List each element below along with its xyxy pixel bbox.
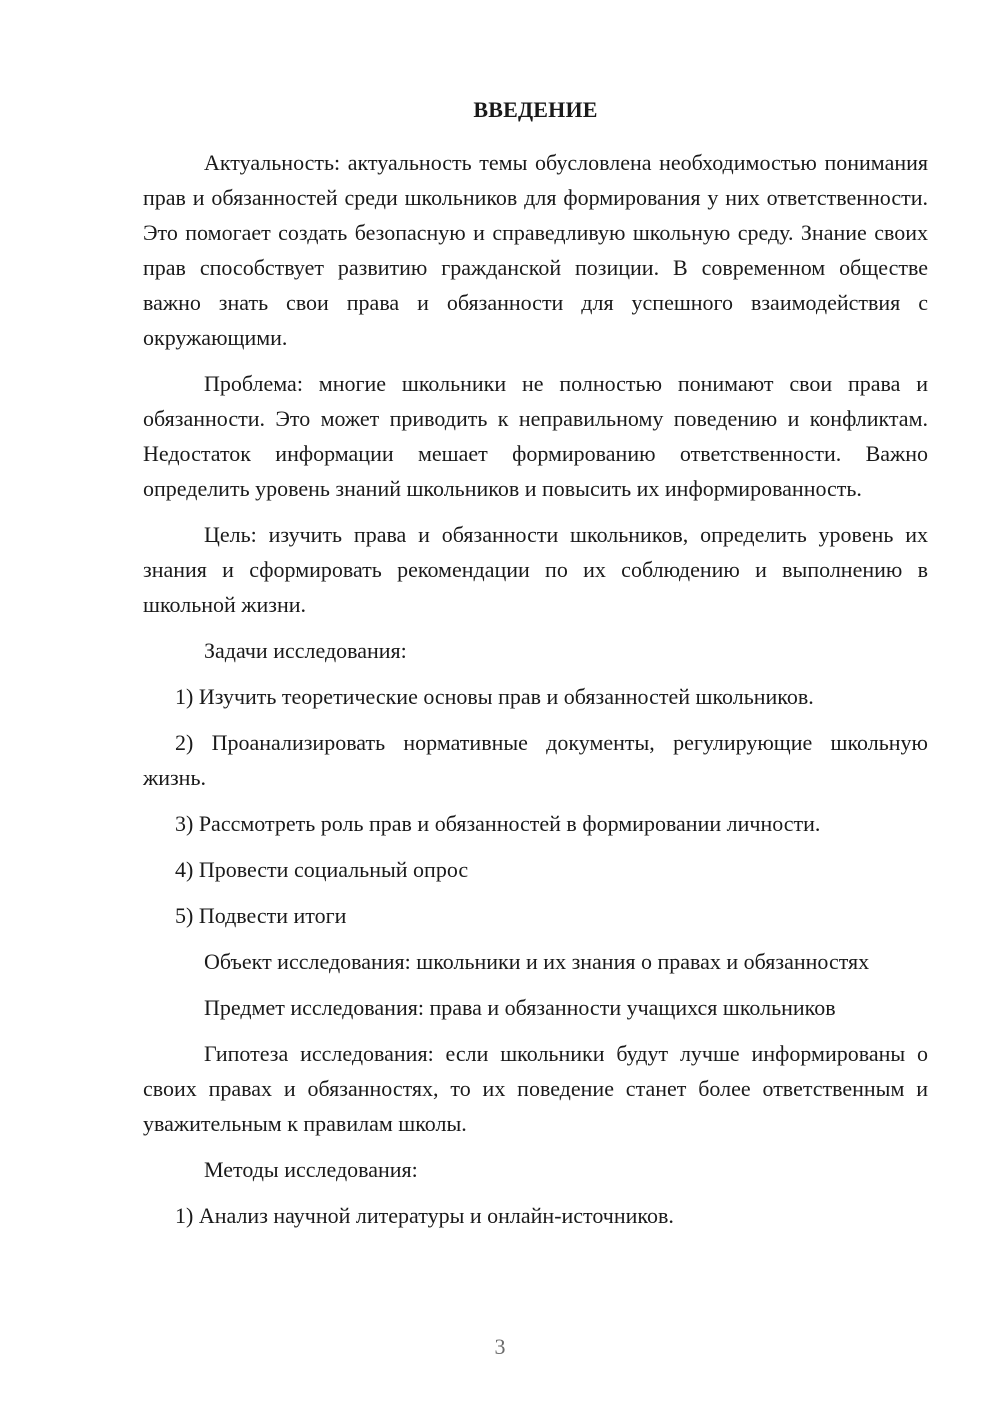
document-page bbox=[143, 92, 928, 1244]
problem-paragraph: Проблема: многие школьники не полностью понимают свои права и обязанности. Это может приводить к неправильному поведению и конфликтам. Недостаток информации мешает формированию ответственности. Важно определить уровень знаний школьников и повысить их информированность. bbox=[143, 371, 928, 501]
methods-heading: Методы исследования: bbox=[204, 1157, 418, 1182]
task-item-2: 2) Проанализировать нормативные документы, регулирующие школьную жизнь. bbox=[143, 730, 928, 790]
page-number: 3 bbox=[494, 1334, 506, 1359]
task-item-4: 4) Провести социальный опрос bbox=[175, 857, 469, 882]
subject-paragraph: Предмет исследования: права и обязанности учащихся школьников bbox=[204, 995, 836, 1020]
tasks-heading: Задачи исследования: bbox=[204, 638, 407, 663]
hypothesis-paragraph: Гипотеза исследования: если школьники будут лучше информированы о своих правах и обязанностях, то их поведение станет более ответственным и уважительным к правилам школы. bbox=[143, 1041, 928, 1136]
goal-paragraph: Цель: изучить права и обязанности школьников, определить уровень их знания и сформировать рекомендации по их соблюдению и выполнению в школьной жизни. bbox=[143, 522, 928, 617]
method-item-1: 1) Анализ научной литературы и онлайн-источников. bbox=[175, 1203, 674, 1228]
page-title: ВВЕДЕНИЕ bbox=[473, 97, 598, 122]
relevance-paragraph: Актуальность: актуальность темы обусловлена необходимостью понимания прав и обязанностей среди школьников для формирования у них ответственности. Это помогает создать безопасную и справедливую школьную среду. Знание своих прав способствует развитию гражданской позиции. В современном обществе важно знать свои права и обязанности для успешного взаимодействия с окружающими. bbox=[143, 150, 928, 350]
task-item-3: 3) Рассмотреть роль прав и обязанностей в формировании личности. bbox=[175, 811, 821, 836]
task-item-1: 1) Изучить теоретические основы прав и обязанностей школьников. bbox=[175, 684, 814, 709]
object-paragraph: Объект исследования: школьники и их знания о правах и обязанностях bbox=[204, 949, 870, 974]
task-item-5: 5) Подвести итоги bbox=[175, 903, 347, 928]
